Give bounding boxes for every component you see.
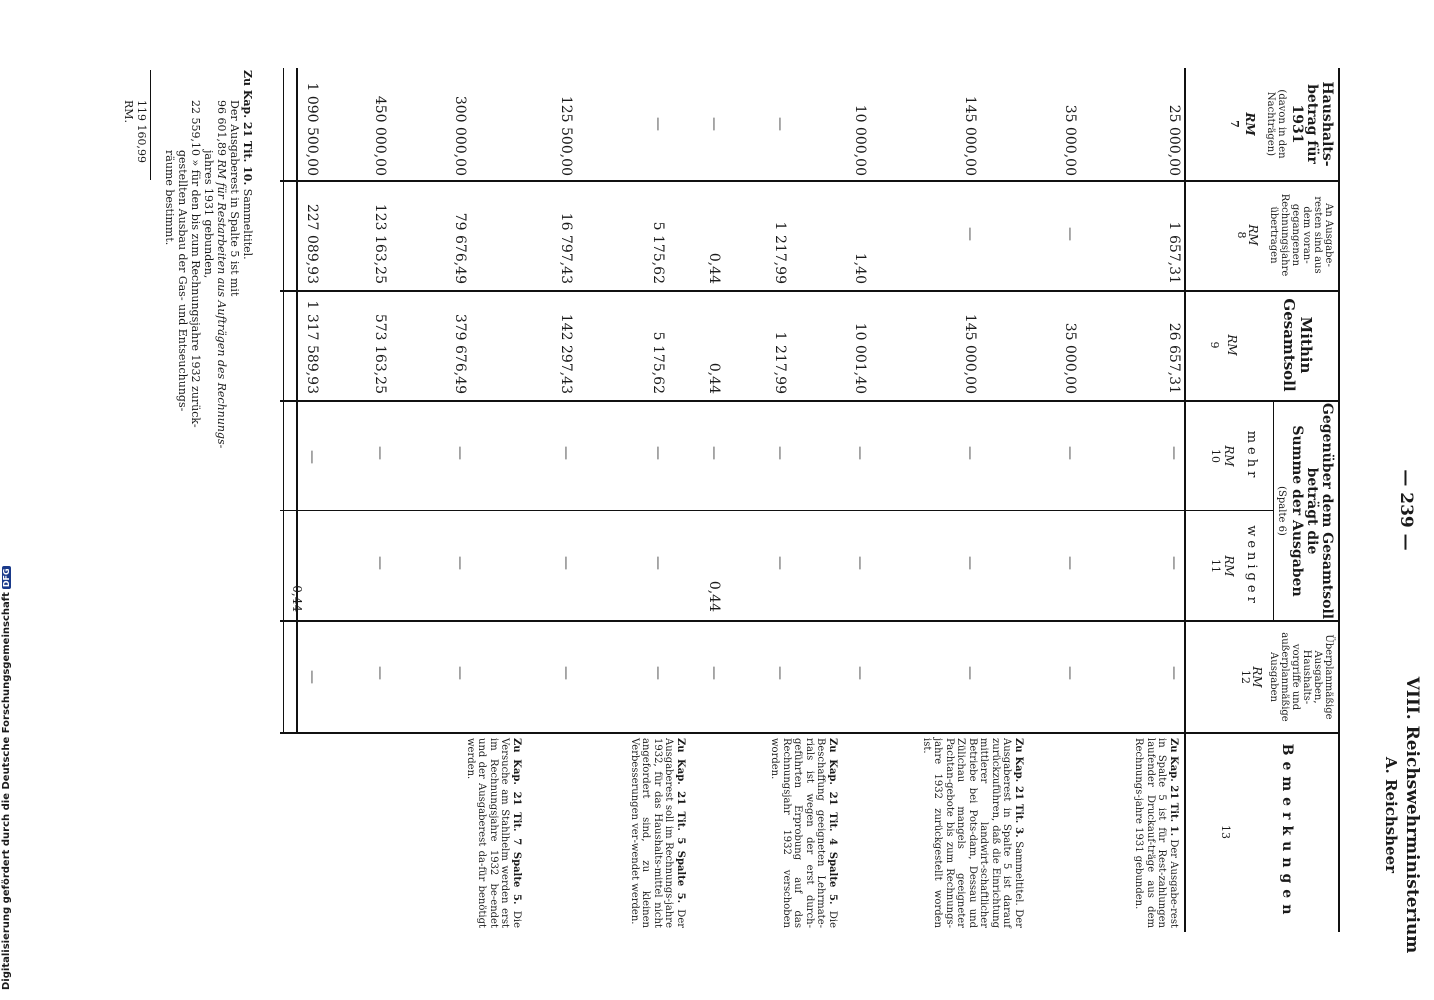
row-3-col-9: 145 000,00 [962, 313, 978, 394]
row-7-col-8: 5 175,62 [650, 221, 666, 284]
row-2-col-7: 35 000,00 [1062, 104, 1078, 176]
row-2-col-8: — [1062, 227, 1078, 241]
row-5-col-8: 1 217,99 [772, 221, 788, 284]
row-4-col-8: 1,40 [852, 252, 868, 284]
row-9-col-11: — [452, 556, 468, 570]
dfg-credit: Digitalisierung gefördert durch die Deutsche ForschungsgemeinschaftDFG [1, 568, 12, 990]
remark-tit-4: Zu Kap. 21 Tit. 4 Spalte 5. Die Beschaffung geeigneten Lehrmate-rials ist wegen der erst durch-geführten Erprobung auf das Rechnungsjahr 1932 verschoben worden. [769, 738, 838, 928]
remark-tit-1: Zu Kap. 21 Tit. 1. Der Ausgabe-rest in Spalte 5 ist für Rest-zahlungen laufender Druckauf-träge aus dem Rechnungs-jahre 1931 gebunden. [1133, 738, 1179, 928]
row-7-col-11: — [650, 556, 666, 570]
row-8-col-7: 125 500,00 [558, 95, 574, 176]
row-7-col-10: — [650, 446, 666, 460]
remark-tit-3: Zu Kap. 21 Tit. 3. Sammeltitel. Der Ausgaberest in Spalte 5 ist darauf zurückzuführen, daß die Einrichtung mittlerer landwirt-schaftlicher Betriebe bei Pots-dam, Dessau und Zülichau mangels geeigneter Pachtan-gebote bis zum Rechnungs-jahre 1932 zurückgestellt worden ist. [921, 738, 1024, 928]
row-8-col-9: 142 297,43 [558, 313, 574, 394]
row-7-col-12: — [650, 666, 666, 680]
row-1-col-10: — [1166, 446, 1182, 460]
row-5-col-9: 1 217,99 [772, 331, 788, 394]
row-9-col-12: — [452, 666, 468, 680]
row-3-col-11: — [962, 556, 978, 570]
group-header: Gegenüber dem Gesamtsoll beträgt die Summe der Ausgaben (Spalte 6) [1276, 402, 1335, 620]
row-1-col-8: 1 657,31 [1166, 221, 1182, 284]
row-8-col-12: — [558, 666, 574, 680]
row-8-col-10: — [558, 446, 574, 460]
row-2-col-11: — [1062, 556, 1078, 570]
row-5-col-10: — [772, 446, 788, 460]
row-10-col-11: — [372, 556, 388, 570]
row-2-col-10: — [1062, 446, 1078, 460]
row-6-col-11: 0,44 [706, 580, 722, 612]
row-1-col-11: — [1166, 556, 1182, 570]
row-9-col-7: 300 000,00 [452, 95, 468, 176]
row-6-col-12: — [706, 666, 722, 680]
row-9-col-9: 379 676,49 [452, 313, 468, 394]
row-1-col-9: 26 657,31 [1166, 322, 1182, 394]
row-4-col-7: 10 000,00 [852, 104, 868, 176]
total-col7: 1 090 500,00 [304, 82, 320, 176]
col-divider-10-11 [280, 510, 1274, 511]
row-3-col-7: 145 000,00 [962, 95, 978, 176]
row-2-col-12: — [1062, 666, 1078, 680]
row-6-col-10: — [706, 446, 722, 460]
row-5-col-11: — [772, 556, 788, 570]
row-10-col-10: — [372, 446, 388, 460]
row-8-col-8: 16 797,43 [558, 212, 574, 284]
col11-header: weniger RM 11 [1209, 525, 1259, 607]
row-10-col-12: — [372, 666, 388, 680]
row-10-col-9: 573 163,25 [372, 313, 388, 394]
row-8-col-11: — [558, 556, 574, 570]
col8-header: An Ausgabe- resten sind aus dem voran- gegangenen Rechnungsjahre übertragen RM 8 [1235, 193, 1334, 277]
total-col8: 227 089,93 [304, 203, 320, 284]
row-10-col-8: 123 163,25 [372, 203, 388, 284]
row-10-col-7: 450 000,00 [372, 95, 388, 176]
row-6-col-8: 0,44 [706, 252, 722, 284]
row-7-col-7: — [650, 117, 666, 131]
row-4-col-9: 10 001,40 [852, 322, 868, 394]
row-1-col-7: 25 000,00 [1166, 104, 1182, 176]
remark-tit-5: Zu Kap. 21 Tit. 5 Spalte 5. Der Ausgaberest soll im Rechnungs-jahre 1932, für das Haushalts-mittel nicht angefordert sind, zu kleinen Verbesserungen ver-wendet werden. [629, 738, 686, 929]
col9-header: Mithin Gesamtsoll RM 9 [1208, 298, 1315, 392]
row-9-col-8: 79 676,49 [452, 212, 468, 284]
total-col11: 0,44 [290, 585, 304, 612]
footnote-total: 119 160,99 RM. [122, 70, 151, 180]
row-3-col-8: — [962, 227, 978, 241]
remark-tit-7: Zu Kap. 21 Tit. 7 Spalte 5. Die Versuche am Stahlhelm werden erst im Rechnungsjahre 1932 be-endet und der Ausgaberest da-für benötigt werden. [465, 738, 522, 928]
col-divider-9-10 [280, 400, 1340, 402]
col12-header: Überplanmäßige Ausgaben, Haushalts- vorgriffe und außerplanmäßige Ausgaben RM 12 [1239, 632, 1334, 722]
col-divider-11-12 [280, 620, 1340, 622]
total-col12: — [304, 670, 320, 684]
section-subtitle: A. Reichsheer [1382, 756, 1400, 874]
col-divider-12-13 [280, 732, 1340, 734]
total-col10: — [304, 450, 320, 464]
header-bottom-rule [1184, 68, 1186, 932]
row-4-col-11: — [852, 556, 868, 570]
row-5-col-7: — [772, 117, 788, 131]
page-number: — 239 — [1396, 469, 1416, 551]
row-4-col-10: — [852, 446, 868, 460]
col13-header: Bemerkungen 13 [1219, 743, 1295, 921]
col7-header: Haushalts- betrag für 1931 (davon in den Nachträgen) RM 7 [1228, 81, 1335, 167]
row-9-col-10: — [452, 446, 468, 460]
section-title: VIII. Reichswehrministerium [1402, 676, 1422, 954]
row-3-col-12: — [962, 666, 978, 680]
row-7-col-9: 5 175,62 [650, 331, 666, 394]
row-1-col-12: — [1166, 666, 1182, 680]
col10-header: mehr RM 10 [1209, 430, 1259, 482]
row-2-col-9: 35 000,00 [1062, 322, 1078, 394]
row-5-col-12: — [772, 666, 788, 680]
total-col9: 1 317 589,93 [304, 300, 320, 394]
footnote-tit-10: Zu Kap. 21 Tit. 10. Sammeltitel. Der Ausgaberest in Spalte 5 ist mit 96 601,89 RM für Restarbeiten aus Aufträgen des Rechnungs- jahres 1931 gebunden, 22 559,10 » für den bis zum Rechnungsjahre 1932 zurück- gestellten Ausbau der Gas- und Entseuchungs- räume bestimmt. 119 160,99 RM. [122, 70, 254, 449]
row-6-col-7: — [706, 117, 722, 131]
dfg-logo-icon: DFG [2, 568, 11, 588]
table-top-rule [1338, 68, 1340, 932]
row-3-col-10: — [962, 446, 978, 460]
row-4-col-12: — [852, 666, 868, 680]
row-6-col-9: 0,44 [706, 362, 722, 394]
